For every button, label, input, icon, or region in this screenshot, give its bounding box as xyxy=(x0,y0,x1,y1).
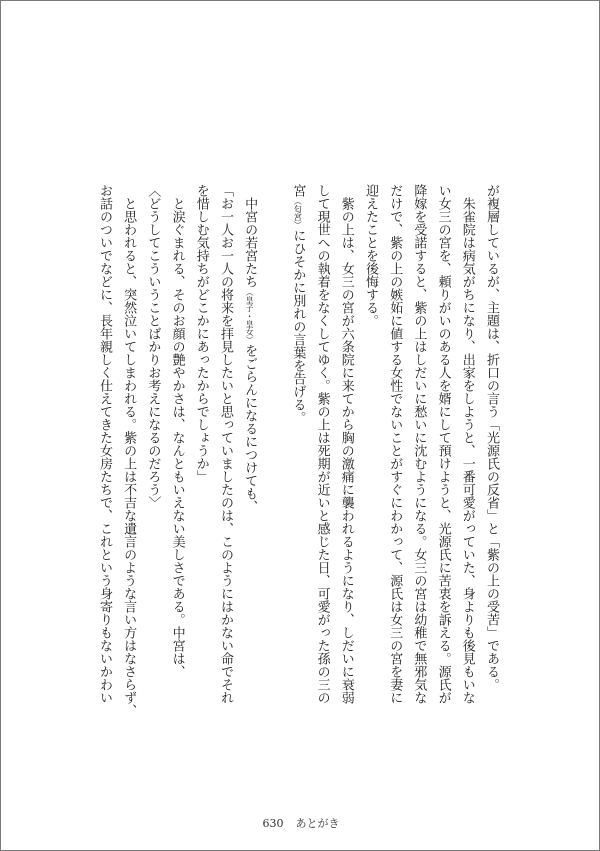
text-run: をごらんになるにつけても、 xyxy=(242,344,258,513)
text-line xyxy=(237,184,261,680)
text-line: 〈どうしてこういうことばかりお考えになるのだろう〉 xyxy=(145,184,161,509)
text-line: と涙ぐまれる、そのお顔の艶やかさは、なんともいえない美しさである。中宮は、 xyxy=(169,184,185,678)
inline-note: （匂宮） xyxy=(293,197,303,229)
text-line: い女三の宮を、頼りがいのある人を婿にして預けようと、光源氏に苦衷を訴える。源氏が xyxy=(435,184,451,704)
text-line: が複層しているが、主題は、折口の言う「光源氏の反省」と「紫の上の受苦」である。 xyxy=(484,184,499,691)
page-footer xyxy=(1,815,600,831)
text-run: にひそかに別れの言葉を告げる。 xyxy=(290,229,306,424)
text-line: 朱雀院は病気がちになり、出家をしようと、一番可愛がっていた、身よりも後見もいな xyxy=(459,184,475,704)
paragraph-gap xyxy=(261,184,285,680)
text-line: して現世への執着をなくしてゆく。紫の上は死期が近いと感じた日、可愛がった孫の三の xyxy=(314,184,330,704)
text-run: 宮 xyxy=(290,184,306,197)
text-line: 紫の上は、女三の宮が六条院に来てから胸の激痛に襲われるようになり、しだいに衰弱 xyxy=(338,184,354,704)
page-number: 630 xyxy=(262,817,284,830)
section-title: あとがき xyxy=(295,817,340,830)
body-text xyxy=(92,184,503,717)
text-line: 迎えたことを後悔する。 xyxy=(362,184,378,327)
text-line: お話のついでなどに、長年親しく仕えてきた女房たちで、これという身寄りもないかわい xyxy=(96,184,112,704)
text-line: と思われると、突然泣いてしまわれる。紫の上は不吉な遺言のような言い方はなさらず、 xyxy=(121,184,137,717)
text-line: を惜しむ気持ちがどこかにあったからでしょうか」 xyxy=(193,184,209,483)
text-line: だけで、紫の上の嫉妬に値する女性でないことがすぐにわかって、源氏は女三の宮を妻に xyxy=(387,184,403,704)
text-run: 中宮の若宮たち xyxy=(242,184,258,288)
text-line: 「お一人お一人の将来を拝見したいと思っていましたのは、このようにはかない命でそれ xyxy=(217,184,233,704)
inline-note: （皇子・皇女） xyxy=(245,288,255,344)
text-line: 降嫁を受諾すると、紫の上はしだいに愁いに沈むようになる。女三の宮は幼稚で無邪気な xyxy=(411,184,427,704)
text-line xyxy=(285,184,309,680)
